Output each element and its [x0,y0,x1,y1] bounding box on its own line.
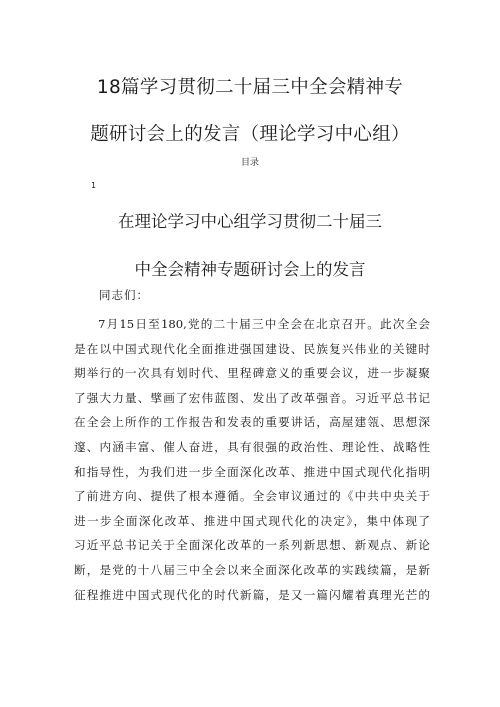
section-title-line-2: 中全会精神专题研讨会上的发言 [134,260,366,279]
document-title-line-1: 18篇学习贯彻二十届三中全会精神专 [96,77,404,98]
body-line: 和指导性，为我们进一步全面深化改革、推进中国式现代化指明 [74,464,430,479]
body-line: 了强大力量、擘画了宏伟蓝图、发出了改革强音。习近平总书记 [74,390,430,405]
body-line: 是在以中国式现代化全面推进强国建设、民族复兴伟业的关键时 [74,341,430,356]
toc-entry-number: 1 [91,181,97,190]
body-line: 在全会上所作的工作报告和发表的重要讲话，高屋建瓴、思想深 [74,415,430,430]
body-paragraph [74,315,430,610]
document-title-line-2: 题研讨会上的发言（理论学习中心组） [90,124,410,145]
body-line: 期举行的一次具有划时代、里程碑意义的重要会议，进一步凝聚 [74,366,430,381]
body-line: 邃、内涵丰富、催人奋进，具有很强的政治性、理论性、战略性 [74,439,430,454]
body-line: 征程推进中国式现代化的时代新篇，是又一篇闪耀着真理光芒的 [74,587,430,602]
toc-heading: 目录 [240,158,259,168]
body-line: 进一步全面深化改革、推进中国式现代化的决定》，集中体现了 [74,513,430,528]
body-line: 了前进方向、提供了根本遵循。全会审议通过的《中共中央关于 [74,489,430,504]
salutation: 同志们： [99,288,149,302]
body-line: 习近平总书记关于全面深化改革的一系列新思想、新观点、新论 [74,538,430,553]
body-line: 断，是党的十八届三中全会以来全面深化改革的实践续篇，是新 [74,562,430,577]
section-title-line-1: 在理论学习中心组学习贯彻二十届三 [118,212,382,231]
body-line: 7月15日至180,党的二十届三中全会在北京召开。此次全会 [98,317,430,331]
